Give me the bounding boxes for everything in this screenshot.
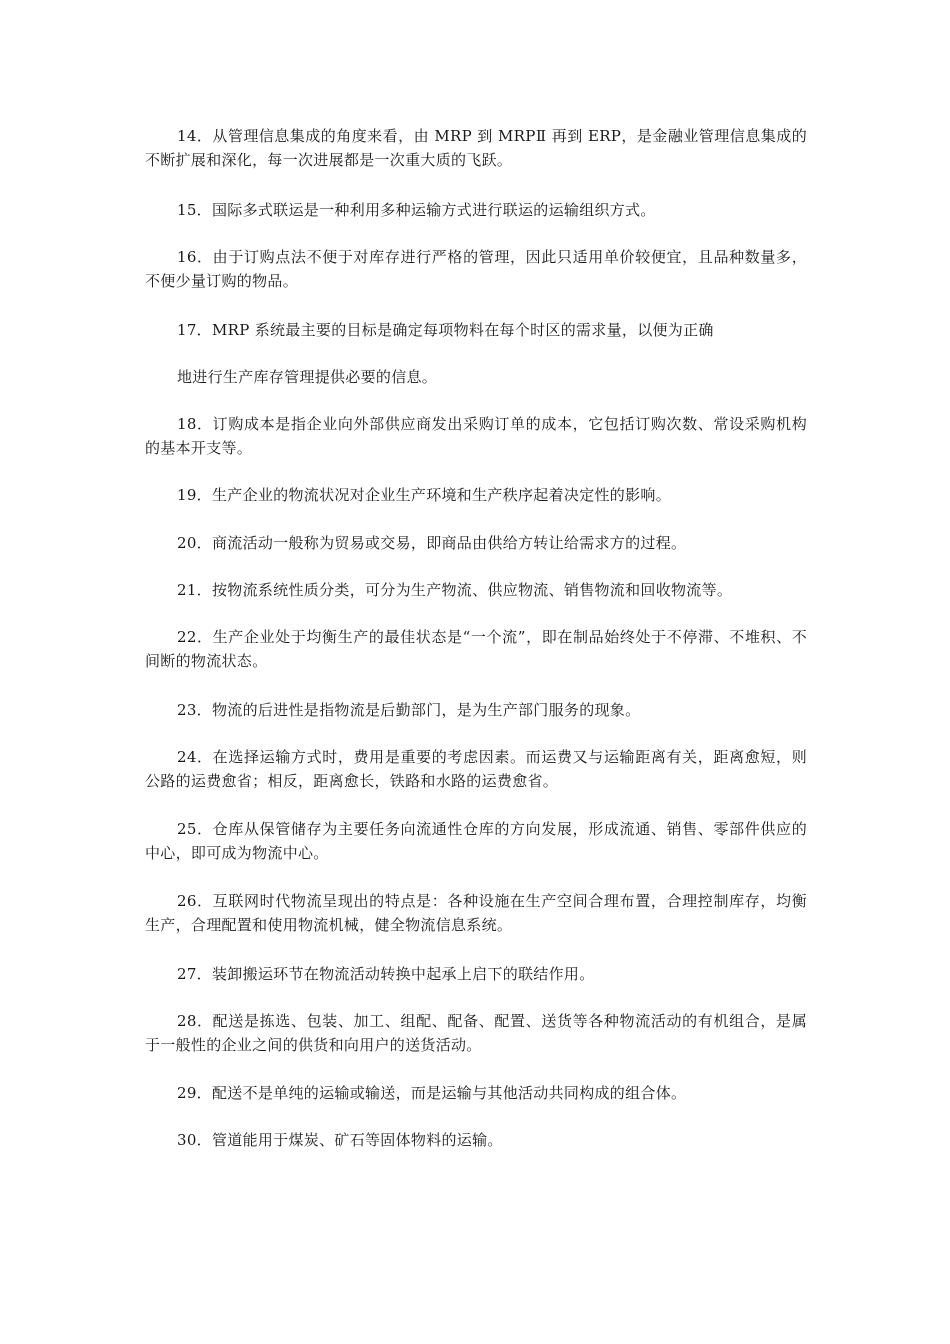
paragraph-15: 15．国际多式联运是一种利用多种运输方式进行联运的运输组织方式。 [177,201,656,219]
paragraph-26: 26．互联网时代物流呈现出的特点是：各种设施在生产空间合理布置，合理控制库存，均衡生产，合理配置和使用物流机械，健全物流信息系统。 [145,892,807,934]
paragraph-20: 20．商流活动一般称为贸易或交易，即商品由供给方转让给需求方的过程。 [177,534,687,552]
paragraph-14: 14．从管理信息集成的角度来看，由 MRP 到 MRPⅡ 再到 ERP，是金融业管理信息集成的不断扩展和深化，每一次进展都是一次重大质的飞跃。 [145,127,807,169]
paragraph-17-continued: 地进行生产库存管理提供必要的信息。 [177,368,438,386]
paragraph-27: 27．装卸搬运环节在物流活动转换中起承上启下的联结作用。 [177,965,595,983]
paragraph-17: 17．MRP 系统最主要的目标是确定每项物料在每个时区的需求量，以便为正确 [177,321,714,339]
paragraph-16: 16．由于订购点法不便于对库存进行严格的管理，因此只适用单价较便宜，且品种数量多，不便少量订购的物品。 [145,248,807,290]
paragraph-21: 21．按物流系统性质分类，可分为生产物流、供应物流、销售物流和回收物流等。 [177,581,733,599]
paragraph-22: 22．生产企业处于均衡生产的最佳状态是“一个流”，即在制品始终处于不停滞、不堆积、不间断的物流状态。 [145,628,807,670]
paragraph-30: 30．管道能用于煤炭、矿石等固体物料的运输。 [177,1131,503,1149]
paragraph-19: 19．生产企业的物流状况对企业生产环境和生产秩序起着决定性的影响。 [177,486,671,504]
paragraph-18: 18．订购成本是指企业向外部供应商发出采购订单的成本，它包括订购次数、常设采购机构的基本开支等。 [145,415,807,457]
paragraph-29: 29．配送不是单纯的运输或输送，而是运输与其他活动共同构成的组合体。 [177,1084,687,1102]
paragraph-28: 28．配送是拣选、包装、加工、组配、配备、配置、送货等各种物流活动的有机组合，是属于一般性的企业之间的供货和向用户的送货活动。 [145,1012,807,1054]
paragraph-25: 25．仓库从保管储存为主要任务向流通性仓库的方向发展，形成流通、销售、零部件供应的中心，即可成为物流中心。 [145,820,807,862]
paragraph-24: 24．在选择运输方式时，费用是重要的考虑因素。而运费又与运输距离有关，距离愈短，则公路的运费愈省；相反，距离愈长，铁路和水路的运费愈省。 [145,748,807,790]
paragraph-23: 23．物流的后进性是指物流是后勤部门，是为生产部门服务的现象。 [177,701,641,719]
